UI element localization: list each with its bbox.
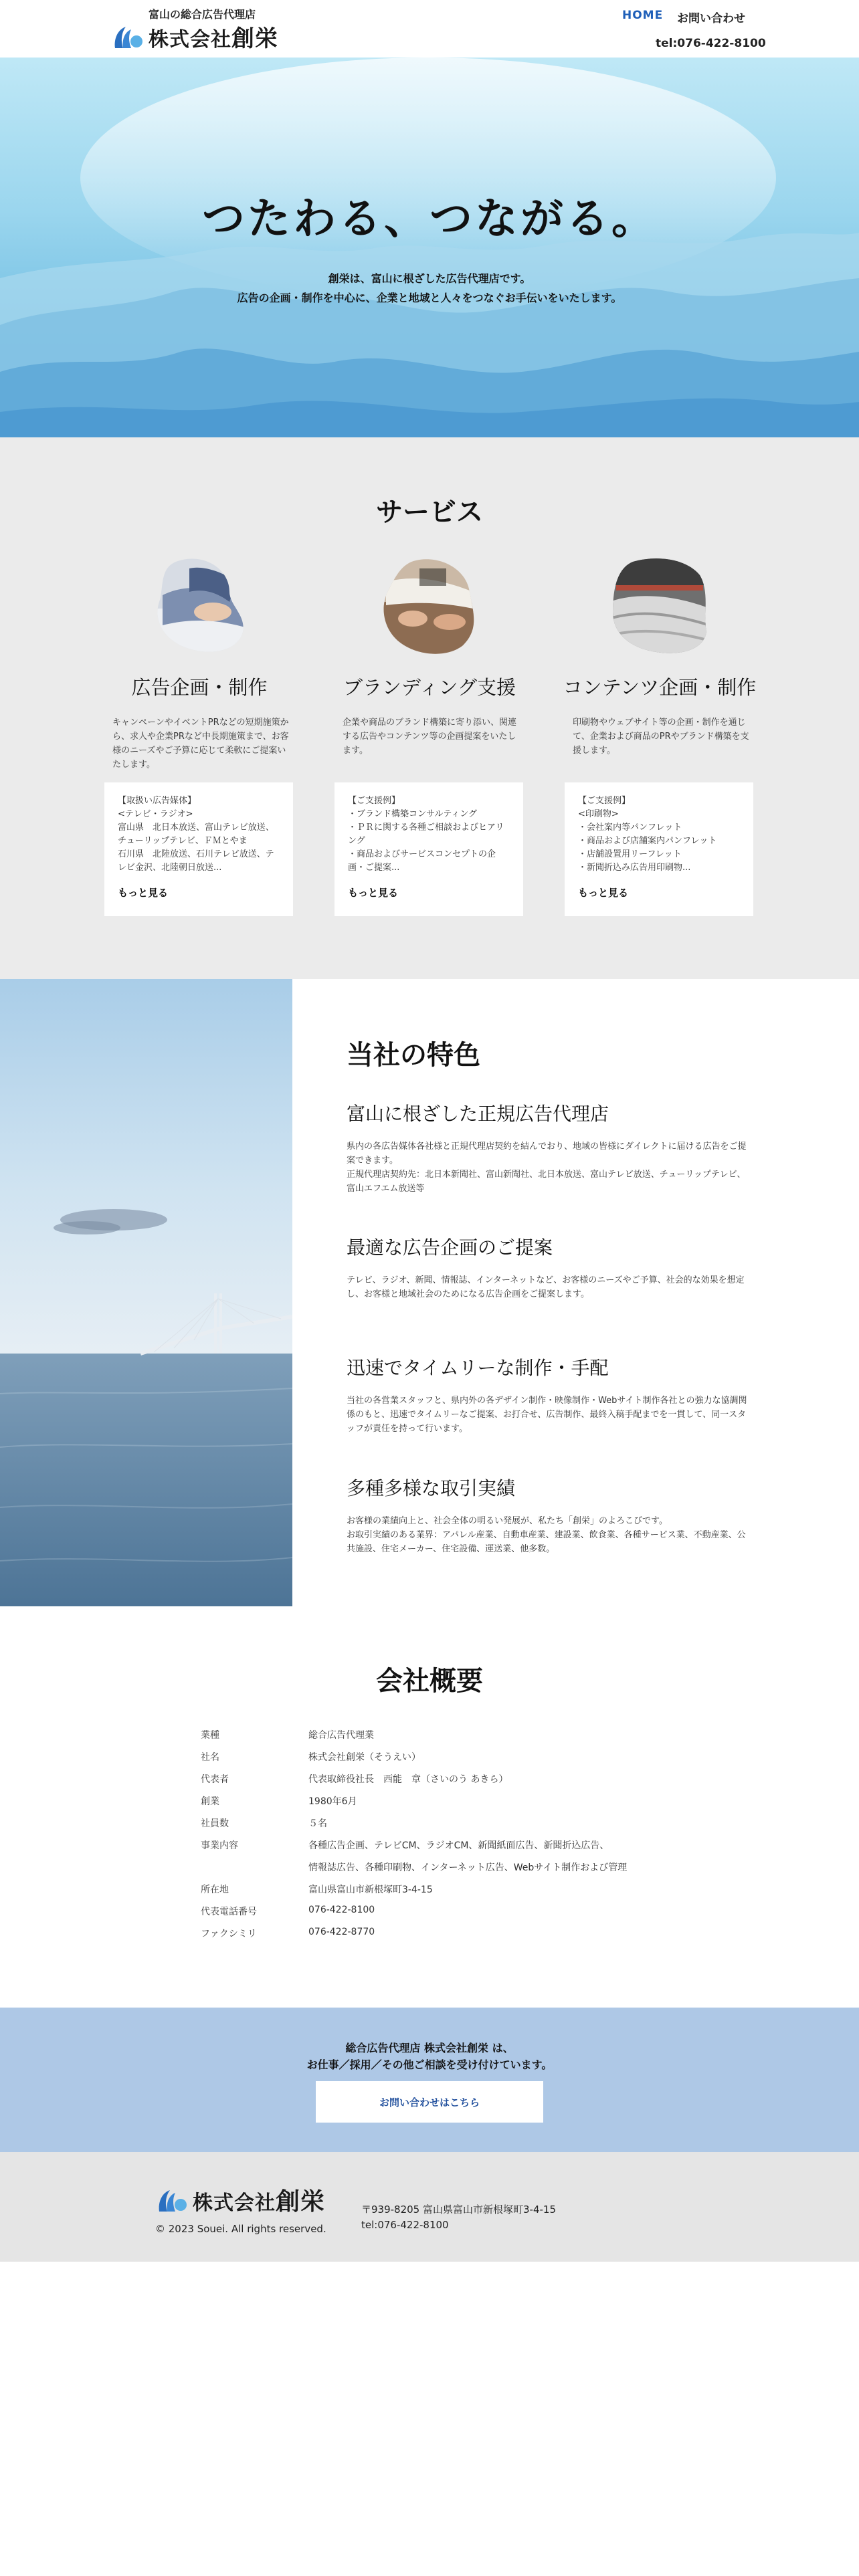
features-title: 当社の特色 [347,1040,480,1071]
service-detail-line: ・店舗設置用リーフレット [578,849,682,859]
service-desc-content: 印刷物やウェブサイト等の企画・制作を通じて、企業および商品のPRやブランド構築を支援します。 [573,718,749,756]
page-bottom-whitespace [0,2262,859,2576]
feature-item [347,1099,748,1196]
contact-button[interactable]: お問い合わせはこちら [316,2081,543,2123]
service-detail-line: 【ご支援例】 [348,796,401,806]
feature-desc: 当社の各営業スタッフと、県内外の各デザイン制作・映像制作・Webサイト制作各社との強力な協調関係のもと、迅速でタイムリーなご提案、お打合せ、広告制作、最終入稿手配までを一貫して、同一スタッフが責任を持って行います。 [347,1396,747,1434]
logo-mark-icon [111,21,145,52]
service-detail-line: ・商品およびサービスコンセプトの企画・ご提案... [348,849,496,873]
company-overview-section [0,1606,859,2008]
hero-title: つたわる、つながる。 [202,195,657,244]
footer-logo-name: 創栄 [276,2188,326,2216]
company-row-value: 076-422-8770 [308,1927,375,1937]
feature-item [347,1354,748,1436]
company-overview-title: 会社概要 [376,1666,483,1697]
service-title-advertising: 広告企画・制作 [131,676,268,699]
service-detail-line: <印刷物> [578,809,619,819]
sea-bridge-photo [0,979,292,1606]
header-phone: tel:076-422-8100 [656,37,766,50]
header-tagline: 富山の総合広告代理店 [149,8,256,21]
hero-section [0,58,859,437]
service-detail-line: 【取扱い広告媒体】 [118,796,197,806]
services-section [0,437,859,979]
company-row-key: 創業 [201,1796,219,1807]
company-row-key: 所在地 [201,1885,229,1895]
service-desc-advertising: キャンペーンやイベントPRなどの短期施策から、求人や企業PRなど中長期施策まで、お客様のニーズやご予算に応じて柔軟にご提案いたします。 [112,718,289,770]
company-row-key: ファクシミリ [201,1929,257,1939]
service-detail-line: ・新聞折込み広告用印刷物... [578,863,691,873]
site-footer [0,2152,859,2262]
service-detail-line: 富山県 北日本放送、富山テレビ放送、チューリップテレビ、ＦＭとやま [118,823,274,846]
footer-address: 〒939-8205 富山県富山市新根塚町3-4-15 [361,2204,556,2216]
service-detail-line: <テレビ・ラジオ> [118,809,193,819]
service-photo-advertising [149,555,250,655]
cta-message-line-1: 総合広告代理店 株式会社創栄 は、 [345,2042,514,2054]
more-link-content[interactable]: もっと見る [578,887,629,899]
service-detail-card-content [565,782,753,916]
nav-home-link[interactable]: HOME [622,9,664,22]
service-detail-line: 石川県 北陸放送、石川テレビ放送、テレビ金沢、北陸朝日放送... [118,849,274,873]
company-row-key: 代表電話番号 [201,1907,257,1917]
company-row-value: 076-422-8100 [308,1905,375,1915]
service-detail-list-branding [348,794,510,875]
footer-logo-prefix: 株式会社 [193,2191,276,2215]
logo-text-prefix: 株式会社 [149,28,231,51]
hero-subtitle-2: 広告の企画・制作を中心に、企業と地域と人々をつなぐお手伝いをいたします。 [237,292,622,304]
company-row-value: 1980年6月 [308,1796,357,1807]
footer-logo[interactable] [155,2183,325,2217]
cta-message-line-2: お仕事／採用／その他ご相談を受け付けています。 [306,2058,553,2071]
company-row-value: 各種広告企画、テレビCM、ラジオCM、新聞紙面広告、新聞折込広告、 [308,1840,609,1851]
hero-mountain-image [0,58,859,437]
feature-desc: 県内の各広告媒体各社様と正規代理店契約を結んでおり、地域の皆様にダイレクトに届ける広告をご提案できます。 正規代理店契約先：北日本新聞社、富山新聞社、北日本放送、富山テレビ放送、チューリップテレビ、富山エフエム放送等 [347,1142,747,1194]
feature-title: 迅速でタイムリーな制作・手配 [347,1357,609,1379]
service-detail-list-advertising [118,794,280,875]
feature-item [347,1474,748,1556]
company-row-value: 富山県富山市新根塚町3-4-15 [308,1885,433,1895]
service-detail-card-branding [335,782,523,916]
service-detail-line: 【ご支援例】 [578,796,631,806]
service-detail-list-content [578,794,740,875]
company-row-key: 事業内容 [201,1840,238,1851]
service-detail-line: ・商品および店舗案内パンフレット [578,836,717,846]
site-header [0,0,859,58]
footer-copyright: © 2023 Souei. All rights reserved. [155,2223,326,2235]
feature-title: 多種多様な取引実績 [347,1477,516,1499]
feature-title: 富山に根ざした正規広告代理店 [347,1103,609,1125]
company-row-key: 業種 [201,1730,219,1741]
company-row-key: 社員数 [201,1818,229,1829]
site-logo[interactable] [111,20,278,53]
company-row-key: 社名 [201,1752,219,1763]
service-title-content: コンテンツ企画・制作 [563,676,757,699]
company-row-value: 総合広告代理業 [308,1730,374,1741]
logo-mark-icon [155,2185,189,2216]
company-row-value: 株式会社創栄（そうえい） [308,1752,421,1763]
service-detail-line: ・会社案内等パンフレット [578,823,682,833]
service-title-branding: ブランディング支援 [343,676,516,699]
service-detail-line: ・ブランド構築コンサルティング [348,809,478,819]
features-sea-bridge-image [0,979,292,1606]
nav-contact-link[interactable]: お問い合わせ [677,12,745,25]
more-link-branding[interactable]: もっと見る [348,887,399,899]
company-row-value: ５名 [308,1818,327,1829]
hero-subtitle-1: 創栄は、富山に根ざした広告代理店です。 [328,272,531,285]
contact-cta-section [0,2008,859,2152]
service-photo-content [609,555,710,655]
company-row-key: 代表者 [201,1774,229,1785]
company-row-value: 情報誌広告、各種印刷物、インターネット広告、Webサイト制作および管理 [308,1862,628,1873]
service-detail-card-advertising [104,782,293,916]
feature-item [347,1233,748,1301]
services-title: サービス [376,497,483,528]
service-desc-branding: 企業や商品のブランド構築に寄り添い、関連する広告やコンテンツ等の企画提案をいたします。 [343,718,517,756]
footer-logo-text [193,2183,325,2217]
feature-desc: お客様の業績向上と、社会全体の明るい発展が、私たち「創栄」のよろこびです。 お取引実績のある業界：アパレル産業、自動車産業、建設業、飲食業、各種サービス業、不動産業、公共施設、住宅メーカー、住宅設備、運送業、他多数。 [347,1516,746,1554]
features-section [0,979,859,1606]
more-link-advertising[interactable]: もっと見る [118,887,169,899]
feature-desc: テレビ、ラジオ、新聞、情報誌、インターネットなど、お客様のニーズやご予算、社会的な効果を想定し、お客様と地域社会のためになる広告企画をご提案します。 [347,1275,745,1299]
feature-title: 最適な広告企画のご提案 [347,1237,553,1259]
footer-phone: tel:076-422-8100 [361,2219,449,2231]
service-detail-line: ・ＰＲに関する各種ご相談およびヒアリング [348,823,504,846]
company-row-value: 代表取締役社長 西能 章（さいのう あきら） [308,1774,508,1785]
logo-text-name: 創栄 [231,25,278,52]
service-photo-branding [379,555,480,655]
logo-text [149,20,278,53]
